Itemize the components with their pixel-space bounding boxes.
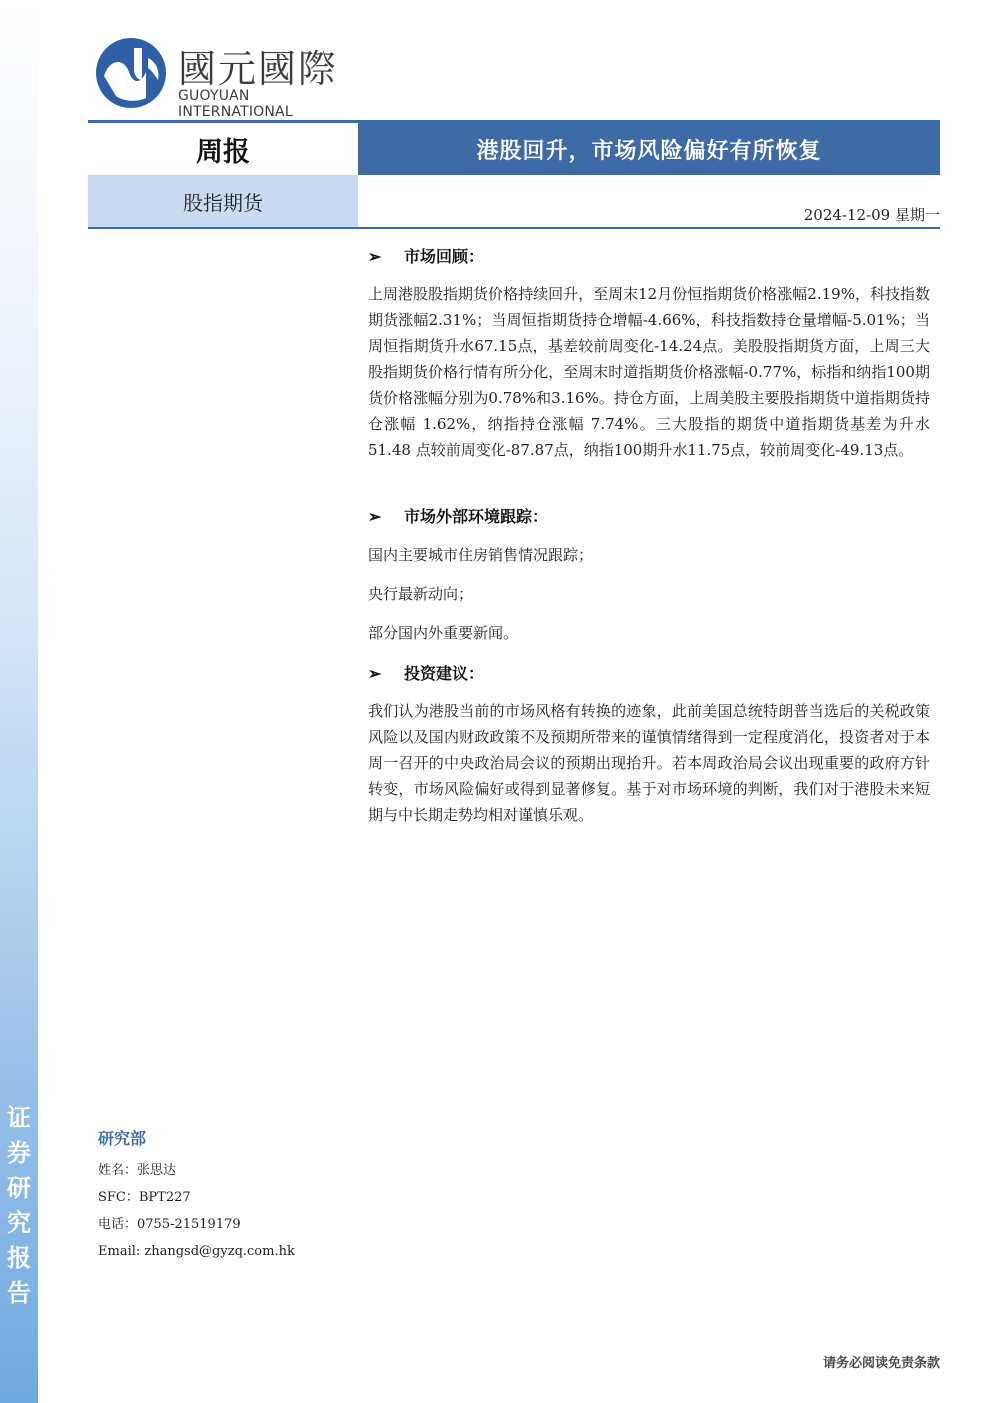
author-sfc: SFC：BPT227 (98, 1190, 191, 1205)
external-item: 国内主要城市住房销售情况跟踪； (368, 546, 594, 564)
review-paragraph: 上周港股股指期货价格持续回升，至周末12月份恒指期货价格涨幅2.19%，科技指数期货涨幅2.31%；当周恒指期货持仓增幅-4.66%，科技指数持仓量增幅-5.01%；当周恒指期货升水67.15点，基差较前周变化-14.24点。美股股指期货方面，上周三大股指期货价格行情有所分化，至周末时道指期货价格涨幅-0.77%，标指和纳指100期货价格涨幅分别为0.78%和3.16%。持仓方面，上周美股主要股指期货中道指期货持仓涨幅 1.62%，纳指持仓涨幅 7.74%。三大股指的期货中道指期货基差为升水 51.48 点较前周变化-87.87点，纳指100期升水11.75点，较前周变化-49.13点。 (368, 285, 930, 459)
author-email: Email: zhangsd@gyzq.com.hk (98, 1244, 295, 1259)
arrow-bullet-icon: ➢ (368, 247, 382, 266)
report-type: 周报 (88, 123, 358, 175)
section-heading-external (368, 504, 548, 527)
side-label-char: 券 (7, 1138, 31, 1167)
logo-mark-icon (94, 36, 168, 110)
disclaimer-note: 请务必阅读免责条款 (822, 1356, 940, 1371)
side-label-char: 报 (7, 1243, 31, 1272)
side-label-char: 证 (7, 1103, 31, 1132)
arrow-bullet-icon: ➢ (368, 664, 382, 683)
logo-chinese: 國元國際 (178, 47, 339, 91)
external-item: 央行最新动向； (368, 585, 474, 603)
report-title: 港股回升，市场风险偏好有所恢复 (358, 123, 940, 175)
side-label-char: 告 (7, 1278, 31, 1307)
arrow-bullet-icon: ➢ (368, 507, 382, 526)
heading-text: 投资建议： (404, 664, 485, 683)
side-label (0, 1100, 38, 1310)
side-label-char: 究 (7, 1208, 31, 1237)
advice-paragraph: 我们认为港股当前的市场风格有转换的迹象，此前美国总统特朗普当选后的关税政策风险以及国内财政政策不及预期所带来的谨慎情绪得到一定程度消化，投资者对于本周一召开的中央政治局会议的预期出现抬升。若本周政治局会议出现重要的政府方针转变，市场风险偏好或得到显著修复。基于对市场环境的判断，我们对于港股未来短期与中长期走势均相对谨慎乐观。 (368, 702, 930, 824)
company-logo (94, 36, 364, 120)
author-name: 姓名：张思达 (98, 1163, 177, 1178)
side-label-char: 研 (7, 1173, 31, 1202)
heading-text: 市场回顾： (404, 247, 485, 266)
header-bottom-rule (88, 227, 940, 229)
heading-text: 市场外部环境跟踪： (404, 507, 549, 526)
author-block (98, 1126, 295, 1265)
section-heading-review (368, 244, 484, 267)
author-department: 研究部 (98, 1129, 147, 1148)
logo-english: GUOYUAN INTERNATIONAL (178, 88, 293, 120)
section-heading-advice (368, 661, 484, 684)
report-date: 2024-12-09 星期一 (803, 206, 940, 224)
external-item: 部分国内外重要新闻。 (368, 624, 519, 642)
report-category: 股指期货 (88, 175, 358, 227)
author-phone: 电话：0755-21519179 (98, 1217, 241, 1232)
